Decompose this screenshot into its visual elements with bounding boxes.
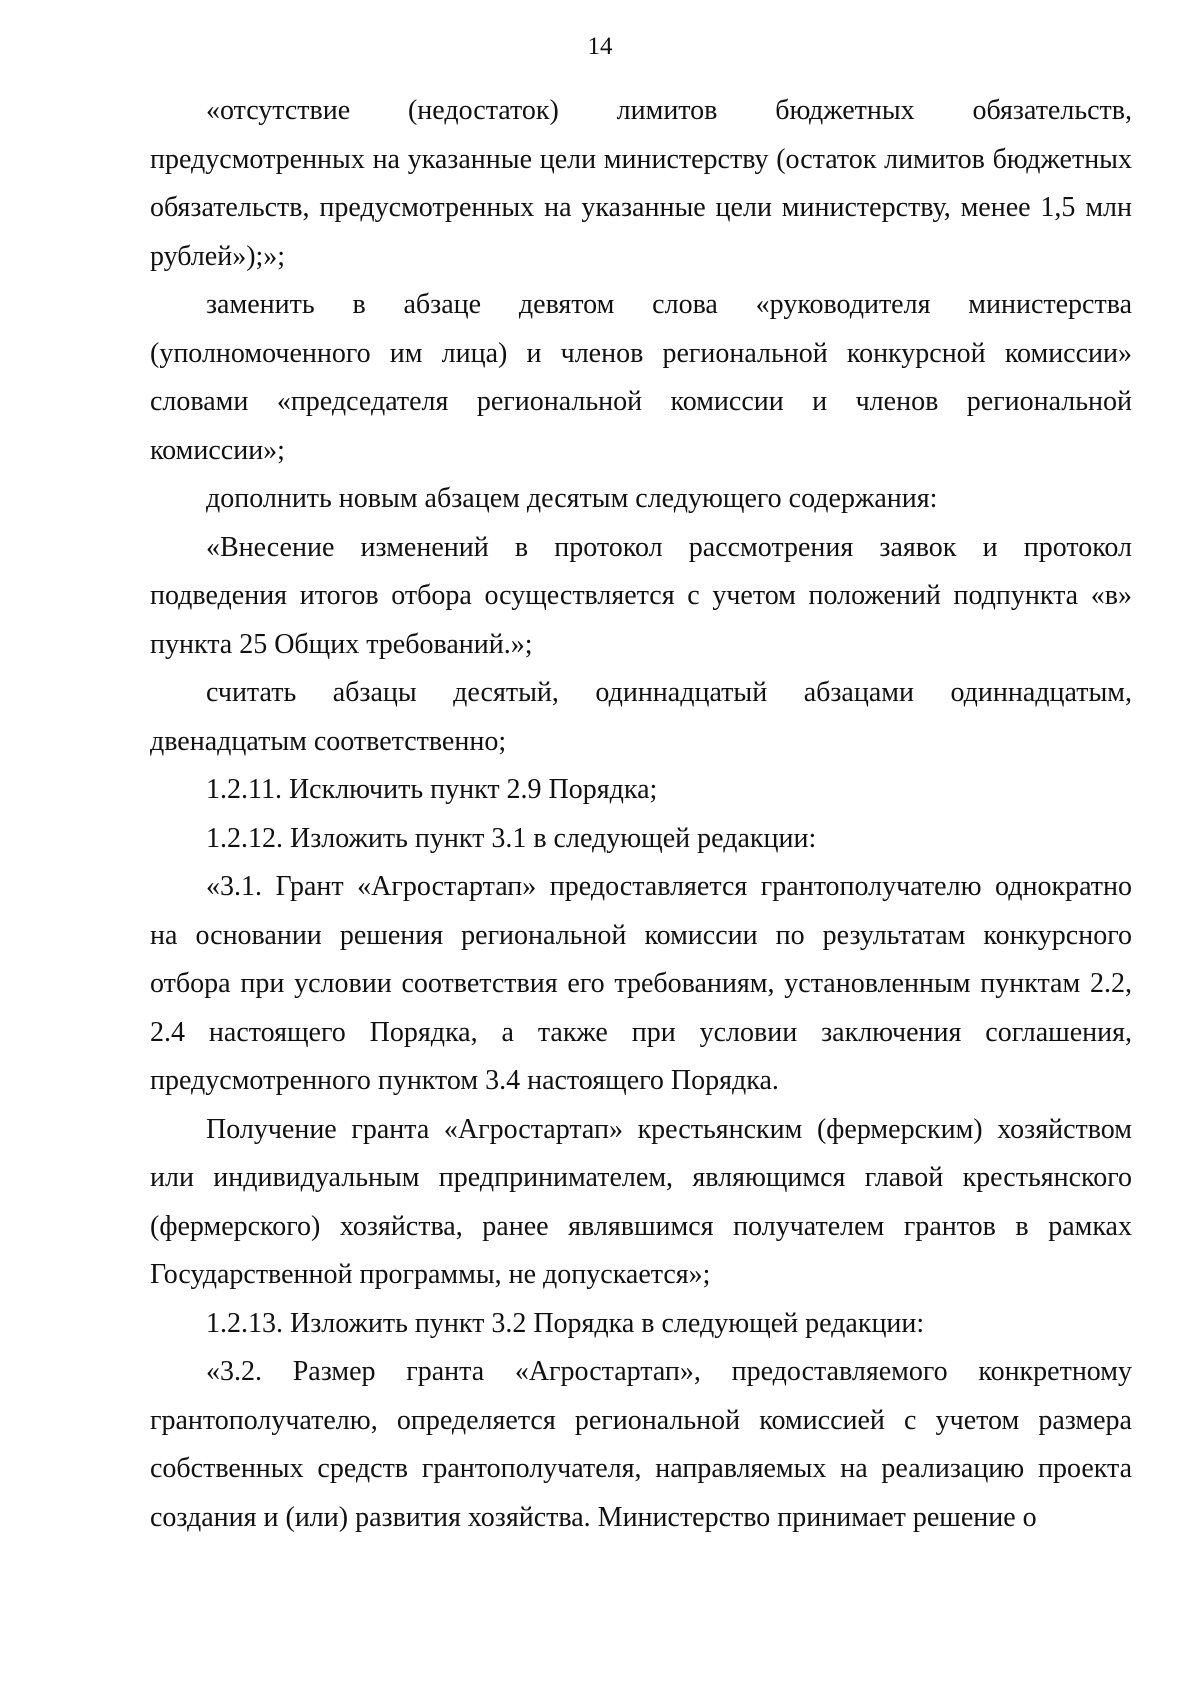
- page-number: 14: [587, 33, 613, 60]
- paragraph-replace-words: заменить в абзаце девятом слова «руководителя министерства (уполномоченного им лица) и членов региональной конкурсной комиссии» словами «председателя региональной комиссии и членов региональной комиссии»;: [150, 289, 1132, 466]
- paragraph-3-1: «3.1. Грант «Агростартап» предоставляется грантополучателю однократно на основании решения региональной комиссии по результатам конкурсного отбора при условии соответствия его требованиям, установленным пунктам 2.2, 2.4 настоящего Порядка, а также при условии заключения соглашения, предусмотренного пунктом 3.4 настоящего Порядка.: [150, 871, 1132, 1096]
- paragraph-1-2-11: 1.2.11. Исключить пункт 2.9 Порядка;: [206, 774, 658, 805]
- paragraph-3-2: «3.2. Размер гранта «Агростартап», предоставляемого конкретному грантополучателю, определяется региональной комиссией с учетом размера собственных средств грантополучателя, направляемых на реализацию проекта создания и (или) развития хозяйства. Министерство принимает решение о: [150, 1356, 1132, 1533]
- paragraph-limits-absence: «отсутствие (недостаток) лимитов бюджетных обязательств, предусмотренных на указанные цели министерству (остаток лимитов бюджетных обязательств, предусмотренных на указанные цели министерству, менее 1,5 млн рублей»);»;: [150, 95, 1132, 272]
- paragraph-grant-restriction: Получение гранта «Агростартап» крестьянским (фермерским) хозяйством или индивидуальным предпринимателем, являющимся главой крестьянского (фермерского) хозяйства, ранее являвшимся получателем грантов в рамках Государственной программы, не допускается»;: [150, 1113, 1132, 1290]
- paragraph-protocol-changes: «Внесение изменений в протокол рассмотрения заявок и протокол подведения итогов отбора осуществляется с учетом положений подпункта «в» пункта 25 Общих требований.»;: [150, 531, 1132, 660]
- paragraph-add-tenth: дополнить новым абзацем десятым следующего содержания:: [206, 483, 938, 514]
- paragraph-1-2-13: 1.2.13. Изложить пункт 3.2 Порядка в следующей редакции:: [206, 1307, 925, 1339]
- paragraph-1-2-12: 1.2.12. Изложить пункт 3.1 в следующей редакции:: [206, 822, 817, 854]
- paragraph-renumber: считать абзацы десятый, одиннадцатый абзацами одиннадцатым, двенадцатым соответственно;: [150, 677, 1132, 757]
- document-body: [150, 87, 1132, 1542]
